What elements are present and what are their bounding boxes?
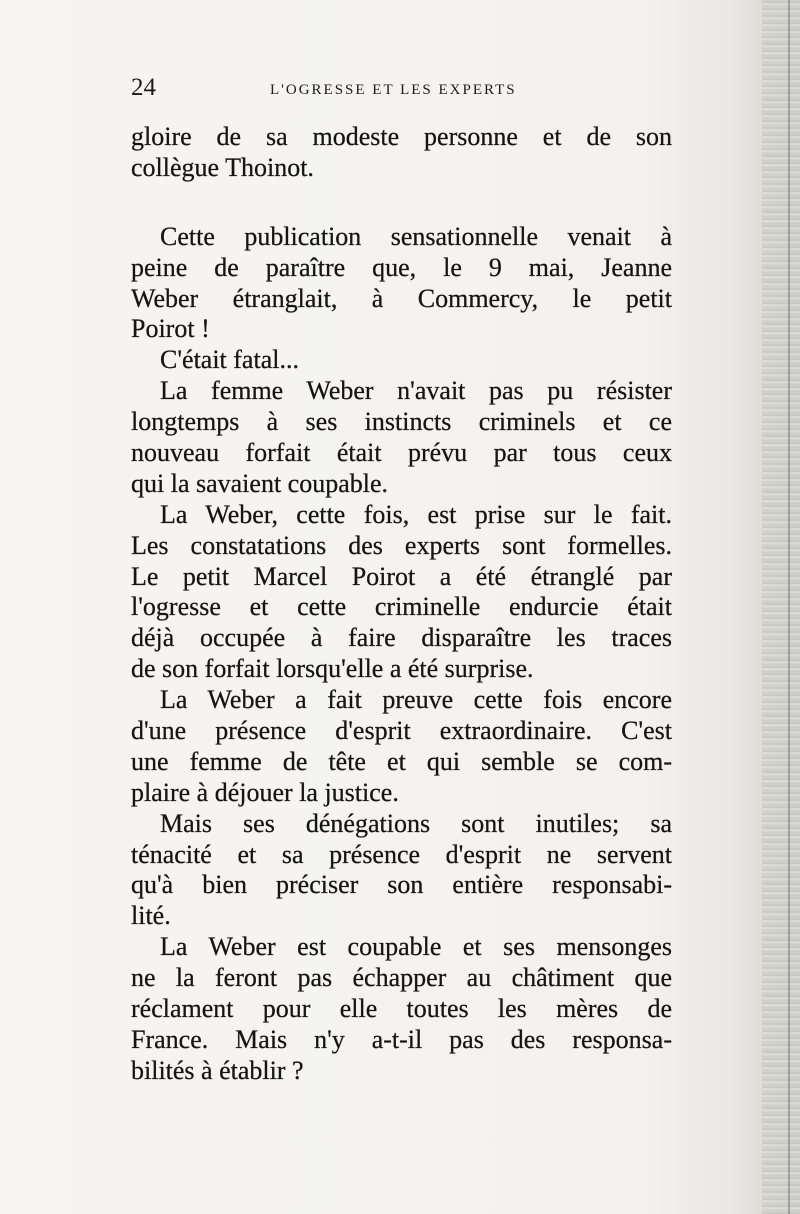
page-edge-line <box>788 0 790 1214</box>
text-line: peine de paraître que, le 9 mai, Jeanne <box>131 252 672 282</box>
text-line: nouveau forfait était prévu par tous ceux <box>131 438 672 468</box>
text-line: La Weber est coupable et ses mensonges <box>160 932 672 962</box>
text-line: Le petit Marcel Poirot a été étranglé par <box>131 561 672 591</box>
text-line: gloire de sa modeste personne et de son <box>131 122 672 151</box>
text-line: plaire à déjouer la justice. <box>131 777 399 807</box>
text-line: d'une présence d'esprit extraordinaire. C'est <box>131 716 672 746</box>
body-text <box>131 122 672 1087</box>
text-line: ne la feront pas échapper au châtiment que <box>131 963 672 993</box>
text-line: collègue Thoinot. <box>131 152 314 182</box>
text-line: ténacité et sa présence d'esprit ne servent <box>131 839 672 869</box>
text-line: bilités à établir ? <box>131 1055 304 1085</box>
text-line: qu'à bien préciser son entière responsabi- <box>131 870 672 900</box>
text-line: déjà occupée à faire disparaître les traces <box>131 623 672 653</box>
page-edge-scan-artifact <box>762 0 800 1214</box>
page-header <box>131 70 671 110</box>
text-line: lité. <box>131 901 171 931</box>
text-line: C'était fatal... <box>160 345 299 375</box>
text-line: La Weber, cette fois, est prise sur le fait. <box>160 499 672 529</box>
text-line: l'ogresse et cette criminelle endurcie était <box>131 592 672 622</box>
paragraph-gap <box>131 184 672 222</box>
text-line: une femme de tête et qui semble se com- <box>131 746 672 776</box>
text-line: qui la savaient coupable. <box>131 468 389 498</box>
text-line: Les constatations des experts sont formelles. <box>131 530 672 560</box>
page-number: 24 <box>131 74 156 101</box>
text-line: France. Mais n'y a-t-il pas des responsa- <box>131 1024 672 1054</box>
running-title: L'OGRESSE ET LES EXPERTS <box>270 82 517 98</box>
text-line: de son forfait lorsqu'elle a été surprise. <box>131 654 534 684</box>
text-line: Mais ses dénégations sont inutiles; sa <box>160 808 672 838</box>
text-line: longtemps à ses instincts criminels et ce <box>131 407 672 437</box>
text-line: Weber étranglait, à Commercy, le petit <box>131 283 672 313</box>
text-line: Cette publication sensationnelle venait à <box>160 221 672 251</box>
text-line: Poirot ! <box>131 314 210 344</box>
text-line: réclament pour elle toutes les mères de <box>131 994 672 1024</box>
text-line: La femme Weber n'avait pas pu résister <box>160 376 672 406</box>
text-line: La Weber a fait preuve cette fois encore <box>160 685 672 715</box>
